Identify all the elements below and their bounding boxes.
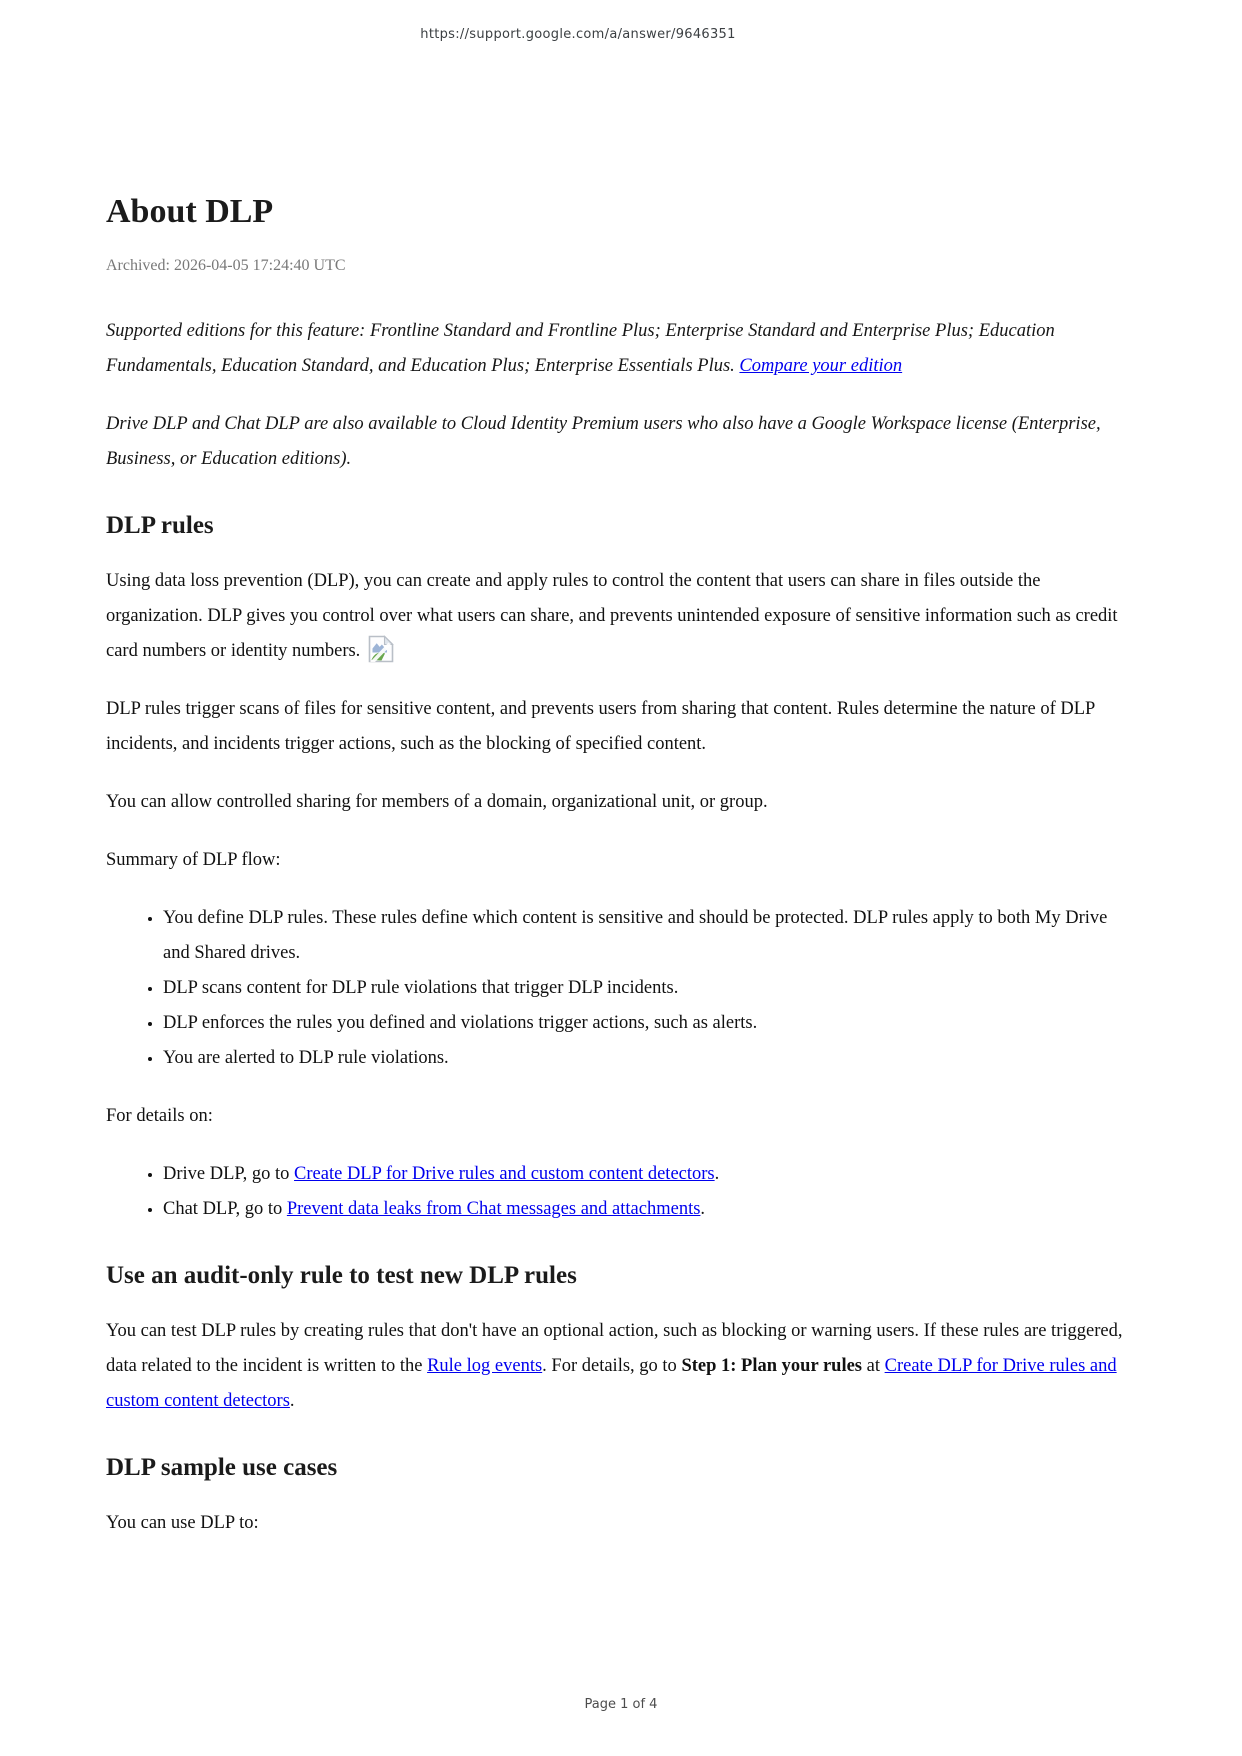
article-content: [106, 192, 1138, 1541]
section-heading-dlp-rules: DLP rules: [106, 512, 214, 539]
use-cases-intro: You can use DLP to:: [106, 1513, 259, 1533]
page-title: About DLP: [106, 193, 274, 230]
inline-link[interactable]: Create DLP for Drive rules and custom content detectors: [106, 1356, 1117, 1411]
inline-link[interactable]: Rule log events: [427, 1356, 543, 1376]
list-item: • DLP enforces the rules you defined and violations trigger actions, such as alerts.: [163, 1006, 1138, 1041]
section-heading-audit-only: Use an audit-only rule to test new DLP rules: [106, 1262, 577, 1289]
broken-image-icon: [368, 635, 394, 663]
inline-link[interactable]: Create DLP for Drive rules and custom content detectors: [294, 1164, 715, 1184]
list-item: • Drive DLP, go to Create DLP for Drive rules and custom content detectors.: [163, 1157, 1138, 1192]
page-number: Page 1 of 4: [584, 1697, 658, 1712]
inline-link[interactable]: Compare your edition: [739, 356, 903, 376]
bold-text: Step 1: Plan your rules: [681, 1356, 862, 1376]
dlp-rules-paragraph-2: DLP rules trigger scans of files for sensitive content, and prevents users from sharing that content. Rules determine the nature of DLP incidents, and incidents trigger actions, such as the blocking of specified content.: [106, 699, 1095, 754]
dlp-rules-paragraph-3: You can allow controlled sharing for members of a domain, organizational unit, or group.: [106, 792, 768, 812]
inline-link[interactable]: Prevent data leaks from Chat messages and attachments: [286, 1199, 701, 1219]
list-item: • You are alerted to DLP rule violations.: [163, 1041, 1138, 1076]
section-heading-use-cases: DLP sample use cases: [106, 1454, 338, 1481]
supported-editions-note: Supported editions for this feature: Frontline Standard and Frontline Plus; Enterprise Standard and Enterprise Plus; Education Fundamentals, Education Standard, and Education Plus; Enterprise Essentials Plus. Compare your edition: [106, 321, 1055, 376]
list-item: • Chat DLP, go to Prevent data leaks from Chat messages and attachments.: [163, 1192, 1138, 1227]
availability-note: Drive DLP and Chat DLP are also available to Cloud Identity Premium users who also have a Google Workspace license (Enterprise, Business, or Education editions).: [106, 414, 1101, 469]
archived-timestamp: Archived: 2026-04-05 17:24:40 UTC: [106, 257, 346, 274]
dlp-rules-paragraph-1: Using data loss prevention (DLP), you can create and apply rules to control the content that users can share in files outside the organization. DLP gives you control over what users can share, and prevents unintended exposure of sensitive information such as credit card numbers or identity numbers.: [106, 571, 1118, 661]
dlp-flow-intro: Summary of DLP flow:: [106, 850, 281, 870]
list-item: • DLP scans content for DLP rule violations that trigger DLP incidents.: [163, 971, 1138, 1006]
audit-only-paragraph: You can test DLP rules by creating rules that don't have an optional action, such as blocking or warning users. If these rules are triggered, data related to the incident is written to the Rule log events. For details, go to Step 1: Plan your rules at Create DLP for Drive rules and custom content detectors.: [106, 1321, 1123, 1411]
print-header-url: https://support.google.com/a/answer/9646351: [420, 27, 736, 42]
list-item: • You define DLP rules. These rules define which content is sensitive and should be protected. DLP rules apply to both My Drive and Shared drives.: [163, 901, 1138, 971]
details-links-list: [106, 1157, 1138, 1227]
dlp-flow-list: [106, 901, 1138, 1076]
details-intro: For details on:: [106, 1106, 213, 1126]
